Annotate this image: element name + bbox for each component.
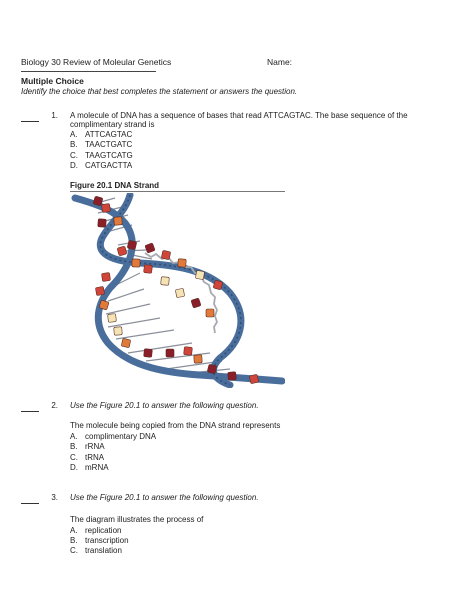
nucleotide-base	[178, 259, 187, 268]
name-label: Name:	[267, 57, 293, 67]
answer-blank-q2[interactable]	[21, 411, 39, 412]
question-text: The diagram illustrates the process of	[70, 515, 204, 524]
option-text: CATGACTTA	[85, 161, 133, 170]
option-a	[70, 432, 156, 442]
nucleotide-base	[207, 364, 217, 374]
nucleotide-base	[144, 349, 153, 358]
question-text: A molecule of DNA has a sequence of bases that read ATTCAGTAC. The base sequence of the	[70, 111, 408, 120]
base-pair-rung	[116, 330, 174, 339]
nucleotide-base	[101, 272, 110, 281]
option-c	[70, 151, 133, 161]
option-letter: D.	[70, 463, 78, 472]
dna-strand-figure	[70, 193, 285, 388]
question-number: 3.	[51, 493, 58, 502]
question-text: complimentary strand is	[70, 120, 155, 129]
option-letter: A.	[70, 526, 78, 535]
nucleotide-base	[161, 277, 170, 286]
nucleotide-base	[114, 327, 123, 336]
nucleotide-base	[184, 347, 193, 356]
nucleotide-base	[195, 270, 204, 279]
option-letter: C.	[70, 453, 78, 462]
question-number: 1.	[51, 111, 58, 120]
base-pair-rung	[106, 304, 150, 314]
option-letter: C.	[70, 151, 78, 160]
figure-title: Figure 20.1 DNA Strand	[70, 181, 160, 190]
question-number: 2.	[51, 401, 58, 410]
nucleotide-base	[249, 374, 258, 383]
option-b	[70, 536, 129, 546]
option-letter: C.	[70, 546, 78, 555]
option-b	[70, 442, 105, 452]
nucleotide-base	[95, 286, 104, 295]
question-text: The molecule being copied from the DNA strand represents	[70, 421, 281, 430]
figure-title-underline	[70, 191, 285, 192]
base-pair-rung	[128, 343, 192, 353]
worksheet-title: Biology 30 Review of Moleular Genetics	[21, 57, 172, 67]
nucleotide-base	[191, 298, 201, 308]
option-c	[70, 546, 122, 556]
nucleotide-base	[194, 355, 203, 364]
option-letter: B.	[70, 442, 78, 451]
nucleotide-base	[98, 219, 107, 228]
nucleotide-base	[206, 309, 214, 317]
nucleotide-base	[108, 314, 117, 323]
answer-blank-q1[interactable]	[21, 121, 39, 122]
answer-blank-q3[interactable]	[21, 503, 39, 504]
option-a	[70, 526, 121, 536]
section-title: Multiple Choice	[21, 76, 84, 86]
option-text: replication	[85, 526, 122, 535]
nucleotide-base	[114, 217, 123, 226]
section-instructions: Identify the choice that best completes the statement or answers the question.	[21, 87, 298, 96]
option-d	[70, 161, 132, 171]
nucleotide-base	[213, 280, 223, 290]
nucleotide-base	[101, 203, 110, 212]
header-divider	[21, 71, 156, 72]
option-text: translation	[85, 546, 122, 555]
nucleotide-base	[144, 265, 153, 274]
option-letter: B.	[70, 536, 78, 545]
option-a	[70, 130, 132, 140]
nucleotide-base	[132, 259, 140, 267]
question-instruction: Use the Figure 20.1 to answer the following question.	[70, 401, 259, 410]
dna-helix-illustration	[70, 193, 285, 388]
option-letter: A.	[70, 432, 78, 441]
option-text: TAACTGATC	[85, 140, 133, 149]
nucleotide-base	[145, 243, 155, 253]
nucleotide-base	[175, 288, 184, 297]
question-instruction: Use the Figure 20.1 to answer the following question.	[70, 493, 259, 502]
option-text: rRNA	[85, 442, 105, 451]
option-text: complimentary DNA	[85, 432, 157, 441]
base-pair-rung	[108, 289, 144, 301]
option-letter: D.	[70, 161, 78, 170]
nucleotide-base	[161, 250, 170, 259]
option-letter: B.	[70, 140, 78, 149]
option-text: mRNA	[85, 463, 109, 472]
option-text: TAAGTCATG	[85, 151, 133, 160]
nucleotide-base	[117, 246, 127, 256]
option-letter: A.	[70, 130, 78, 139]
nucleotide-base	[166, 349, 174, 357]
option-b	[70, 140, 132, 150]
option-c	[70, 453, 104, 463]
option-text: tRNA	[85, 453, 105, 462]
nucleotide-base	[121, 338, 130, 347]
option-d	[70, 463, 109, 473]
nucleotide-base	[228, 372, 237, 381]
nucleotide-base	[93, 196, 103, 206]
option-text: ATTCAGTAC	[85, 130, 133, 139]
nucleotide-base	[127, 240, 137, 250]
option-text: transcription	[85, 536, 129, 545]
